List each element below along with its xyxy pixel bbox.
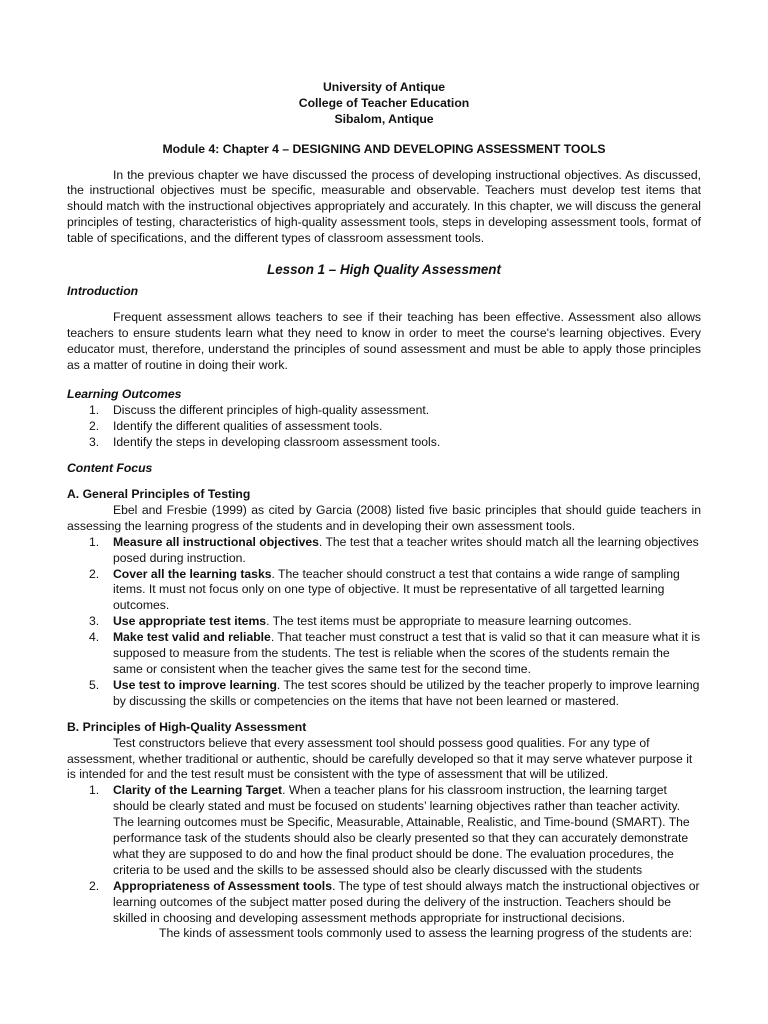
list-item: 2. Identify the different qualities of assessment tools. <box>89 419 383 434</box>
location: Sibalom, Antique <box>334 112 434 127</box>
list-item: 5. Use test to improve learning. The test scores should be utilized by the teacher properly to improve learning by discussing the skills or competencies on the items that have not been learned or mastered. <box>89 677 700 708</box>
section-b-intro: Test constructors believe that every assessment tool should possess good qualities. For any type of assessment, whether traditional or authentic, should be carefully developed so that it may serve whatever purpose it is intended for and the test result must be consistent with the type of assessment that will be utilized. <box>67 735 693 782</box>
content-focus-label: Content Focus <box>67 461 153 476</box>
list-item: 1. Clarity of the Learning Target. When a teacher plans for his classroom instruction, the learning target should be clearly stated and must be focused on students’ learning objectives rather than teacher activity. The learning outcomes must be Specific, Measurable, Attainable, Realistic, and Time-bound (SMART). The performance task of the students should also be clearly presented so that they can accurately demonstrate what they are supposed to do and how the final product should be done. The evaluation procedures, the criteria to be used and the skills to be assessed should also be clearly discussed with the students <box>89 783 690 877</box>
list-item: 1. Measure all instructional objectives. The test that a teacher writes should match all the learning objectives posed during instruction. <box>89 534 699 565</box>
section-b-list <box>67 783 701 926</box>
introduction-label: Introduction <box>67 283 139 298</box>
university-name: University of Antique <box>322 80 446 94</box>
section-a-intro: Ebel and Fresbie (1999) as cited by Garcia (2008) listed five basic principles that should guide teachers in assessing the learning progress of the students and in developing their own assessment tools. <box>67 502 701 533</box>
section-a-heading: A. General Principles of Testing <box>67 487 251 502</box>
learning-outcomes-label: Learning Outcomes <box>67 387 182 402</box>
lesson-title: Lesson 1 – High Quality Assessment <box>267 262 501 278</box>
list-item: 1. Discuss the different principles of high-quality assessment. <box>89 403 430 418</box>
list-item: 2. Cover all the learning tasks. The teacher should construct a test that contains a wide range of sampling items. It must not focus only on one type of objective. It must be representative of all targetted learning outcomes. <box>89 566 680 613</box>
list-item: 3. Use appropriate test items. The test items must be appropriate to measure learning outcomes. <box>89 614 632 629</box>
list-item: 3. Identify the steps in developing classroom assessment tools. <box>89 435 441 450</box>
list-item: 4. Make test valid and reliable. That teacher must construct a test that is valid so that it can measure what it is supposed to measure from the students. The test is reliable when the scores of the students remain the same or consistent when the teacher gives the same test for the second time. <box>89 630 701 676</box>
learning-outcomes-list <box>67 403 701 451</box>
assessment-kinds-text: The kinds of assessment tools commonly used to assess the learning progress of the students are: <box>159 926 693 941</box>
institution-header <box>67 79 701 128</box>
section-b-heading: B. Principles of High-Quality Assessment <box>67 719 307 734</box>
college-name: College of Teacher Education <box>298 96 470 111</box>
intro-paragraph: In the previous chapter we have discussed the process of developing instructional objectives. As discussed, the instructional objectives must be specific, measurable and observable. Teachers must develop test items that should match with the instructional objectives appropriately and accurately. In this chapter, we will discuss the general principles of testing, characteristics of high-quality assessment tools, steps in developing assessment tools, format of table of specifications, and the different types of classroom assessment tools. <box>67 167 701 246</box>
section-a-list <box>67 535 701 710</box>
document-page <box>67 79 701 942</box>
list-item: 2. Appropriateness of Assessment tools. The type of test should always match the instructional objectives or learning outcomes of the subject matter posed during the delivery of the instruction. Teachers should be skilled in choosing and developing assessment methods appropriate for instructional decisions. <box>89 878 700 925</box>
module-title: Module 4: Chapter 4 – DESIGNING AND DEVELOPING ASSESSMENT TOOLS <box>162 141 606 156</box>
introduction-paragraph: Frequent assessment allows teachers to see if their teaching has been effective. Assessment also allows teachers to ensure students learn what they need to know in order to meet the course's learning objectives. Every educator must, therefore, understand the principles of sound assessment and must be able to apply those principles as a matter of routine in doing their work. <box>67 309 701 372</box>
